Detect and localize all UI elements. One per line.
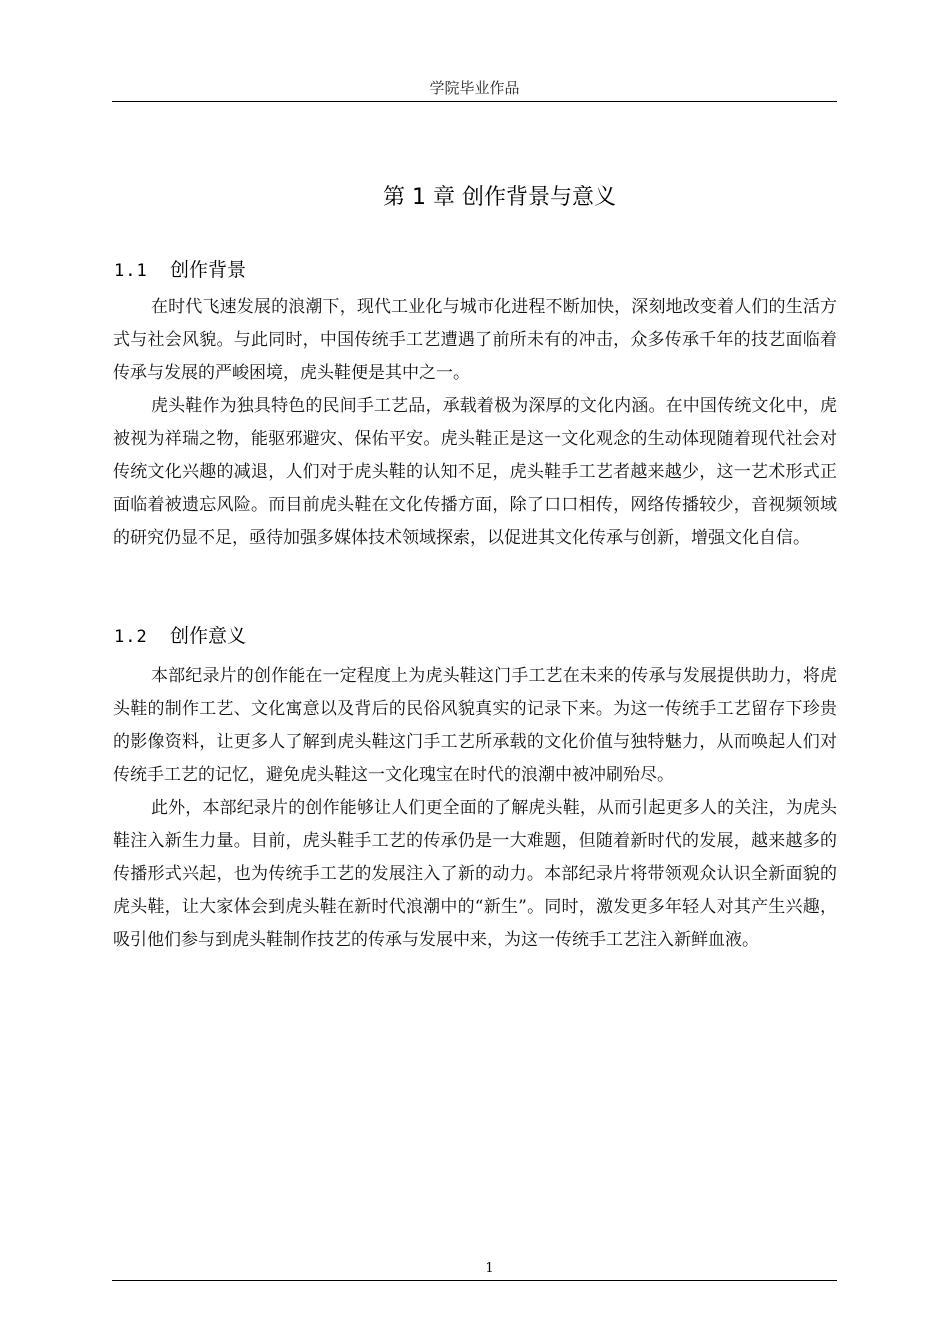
paragraph: 本部纪录片的创作能在一定程度上为虎头鞋这门手工艺在未来的传承与发展提供助力，将虎头鞋的制作工艺、文化寓意以及背后的民俗风貌真实的记录下来。为这一传统手工艺留存下珍贵的影像资料，让更多人了解到虎头鞋这门手工艺所承载的文化价值与独特魅力，从而唤起人们对传统手工艺的记忆，避免虎头鞋这一文化瑰宝在时代的浪潮中被冲刷殆尽。 [113,666,837,785]
footer-divider [112,1280,837,1281]
section-title: 创作意义 [170,625,247,647]
section-number: 1.2 [114,627,148,647]
paragraph: 虎头鞋作为独具特色的民间手工艺品，承载着极为深厚的文化内涵。在中国传统文化中，虎被视为祥瑞之物，能驱邪避灾、保佑平安。虎头鞋正是这一文化观念的生动体现随着现代社会对传统文化兴趣的减退，人们对于虎头鞋的认知不足，虎头鞋手工艺者越来越少，这一艺术形式正面临着被遗忘风险。而目前虎头鞋在文化传播方面，除了口口相传，网络传播较少，音视频领域的研究仍显不足，亟待加强多媒体技术领域探索，以促进其文化传承与创新，增强文化自信。 [113,396,837,548]
section-number: 1.1 [114,261,148,281]
section-heading-significance [114,621,834,652]
running-header: 学院毕业作品 [429,79,520,97]
section-heading-background [114,255,834,286]
paragraph: 在时代飞速发展的浪潮下，现代工业化与城市化进程不断加快，深刻地改变着人们的生活方式与社会风貌。与此同时，中国传统手工艺遭遇了前所未有的冲击，众多传承千年的技艺面临着传承与发展的严峻困境，虎头鞋便是其中之一。 [113,297,837,383]
section-body-background [113,291,837,555]
section-body-significance [113,660,837,957]
section-title: 创作背景 [170,259,247,281]
page-number: 1 [485,1261,494,1276]
chapter-title: 第 1 章 创作背景与意义 [383,185,616,210]
paragraph: 此外，本部纪录片的创作能够让人们更全面的了解虎头鞋，从而引起更多人的关注，为虎头鞋注入新生力量。目前，虎头鞋手工艺的传承仍是一大难题，但随着新时代的发展，越来越多的传播形式兴起，也为传统手工艺的发展注入了新的动力。本部纪录片将带领观众认识全新面貌的虎头鞋，让大家体会到虎头鞋在新时代浪潮中的“新生”。同时，激发更多年轻人对其产生兴趣，吸引他们参与到虎头鞋制作技艺的传承与发展中来，为这一传统手工艺注入新鲜血液。 [113,798,837,950]
header-divider [112,101,837,102]
